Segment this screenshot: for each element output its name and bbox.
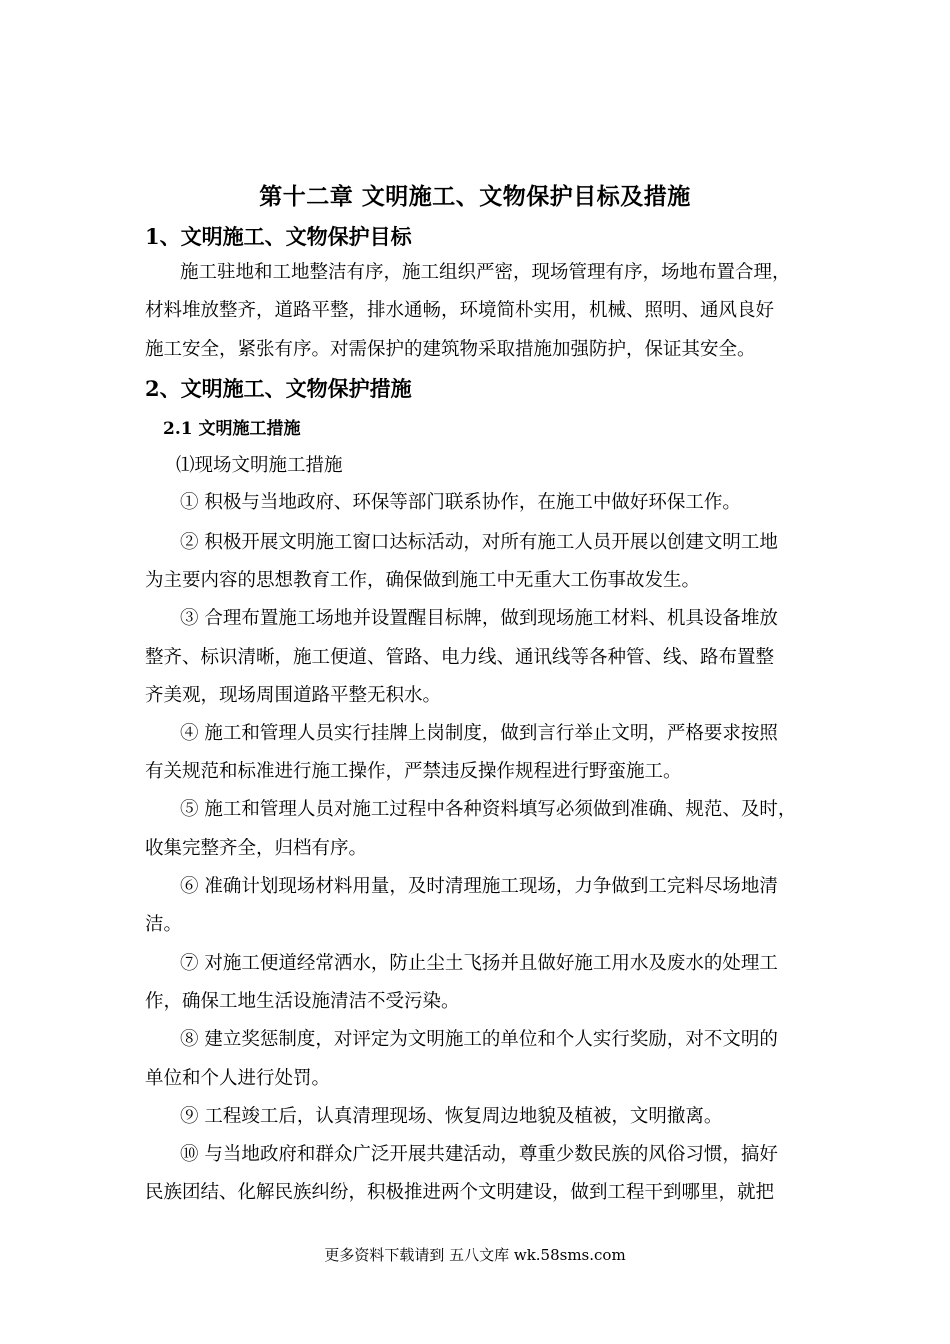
paragraph-line: ④ 施工和管理人员实行挂牌上岗制度，做到言行举止文明，严格要求按照: [180, 723, 778, 744]
paragraph-line: 施工驻地和工地整洁有序，施工组织严密，现场管理有序，场地布置合理，: [180, 262, 791, 283]
paragraph-line: 施工安全，紧张有序。对需保护的建筑物采取措施加强防护，保证其安全。: [145, 339, 756, 360]
paragraph-line: 齐美观，现场周围道路平整无积水。: [145, 685, 442, 706]
subsection-heading: 2.1 文明施工措施: [163, 419, 301, 439]
paragraph-line: ⑦ 对施工便道经常洒水，防止尘土飞扬并且做好施工用水及废水的处理工: [180, 953, 778, 974]
paragraph-line: ⑤ 施工和管理人员对施工过程中各种资料填写必须做到准确、规范、及时，: [180, 799, 797, 820]
paragraph-line: 洁。: [145, 914, 183, 935]
paragraph-line: 民族团结、化解民族纠纷，积极推进两个文明建设，做到工程干到哪里，就把: [145, 1182, 775, 1203]
paragraph-line: ③ 合理布置施工场地并设置醒目标牌，做到现场施工材料、机具设备堆放: [180, 608, 778, 629]
paragraph-line: ⑥ 准确计划现场材料用量，及时清理施工现场，力争做到工完料尽场地清: [180, 876, 778, 897]
paragraph-line: ① 积极与当地政府、环保等部门联系协作，在施工中做好环保工作。: [180, 492, 741, 513]
paragraph-line: 收集完整齐全，归档有序。: [145, 838, 368, 859]
paragraph-line: ② 积极开展文明施工窗口达标活动，对所有施工人员开展以创建文明工地: [180, 532, 778, 553]
paragraph-line: 作，确保工地生活设施清洁不受污染。: [145, 991, 460, 1012]
paragraph-line: ⑩ 与当地政府和群众广泛开展共建活动，尊重少数民族的风俗习惯，搞好: [180, 1144, 778, 1165]
paragraph-line: 有关规范和标准进行施工操作，严禁违反操作规程进行野蛮施工。: [145, 761, 682, 782]
paragraph-line: ⑨ 工程竣工后，认真清理现场、恢复周边地貌及植被，文明撤离。: [180, 1106, 723, 1127]
paragraph-line: 材料堆放整齐，道路平整，排水通畅，环境简朴实用，机械、照明、通风良好: [145, 300, 775, 321]
paragraph-line: 整齐、标识清晰，施工便道、管路、电力线、通讯线等各种管、线、路布置整: [145, 647, 775, 668]
item-title: ⑴现场文明施工措施: [176, 455, 343, 476]
paragraph-line: ⑧ 建立奖惩制度，对评定为文明施工的单位和个人实行奖励，对不文明的: [180, 1029, 778, 1050]
chapter-title: 第十二章 文明施工、文物保护目标及措施: [259, 183, 691, 210]
paragraph-line: 为主要内容的思想教育工作，确保做到施工中无重大工伤事故发生。: [145, 570, 701, 591]
section-heading-goals: 1、文明施工、文物保护目标: [145, 224, 412, 249]
page-footer: 更多资料下载请到 五八文库 wk.58sms.com: [324, 1246, 626, 1264]
paragraph-line: 单位和个人进行处罚。: [145, 1068, 331, 1089]
section-heading-measures: 2、文明施工、文物保护措施: [145, 376, 412, 401]
